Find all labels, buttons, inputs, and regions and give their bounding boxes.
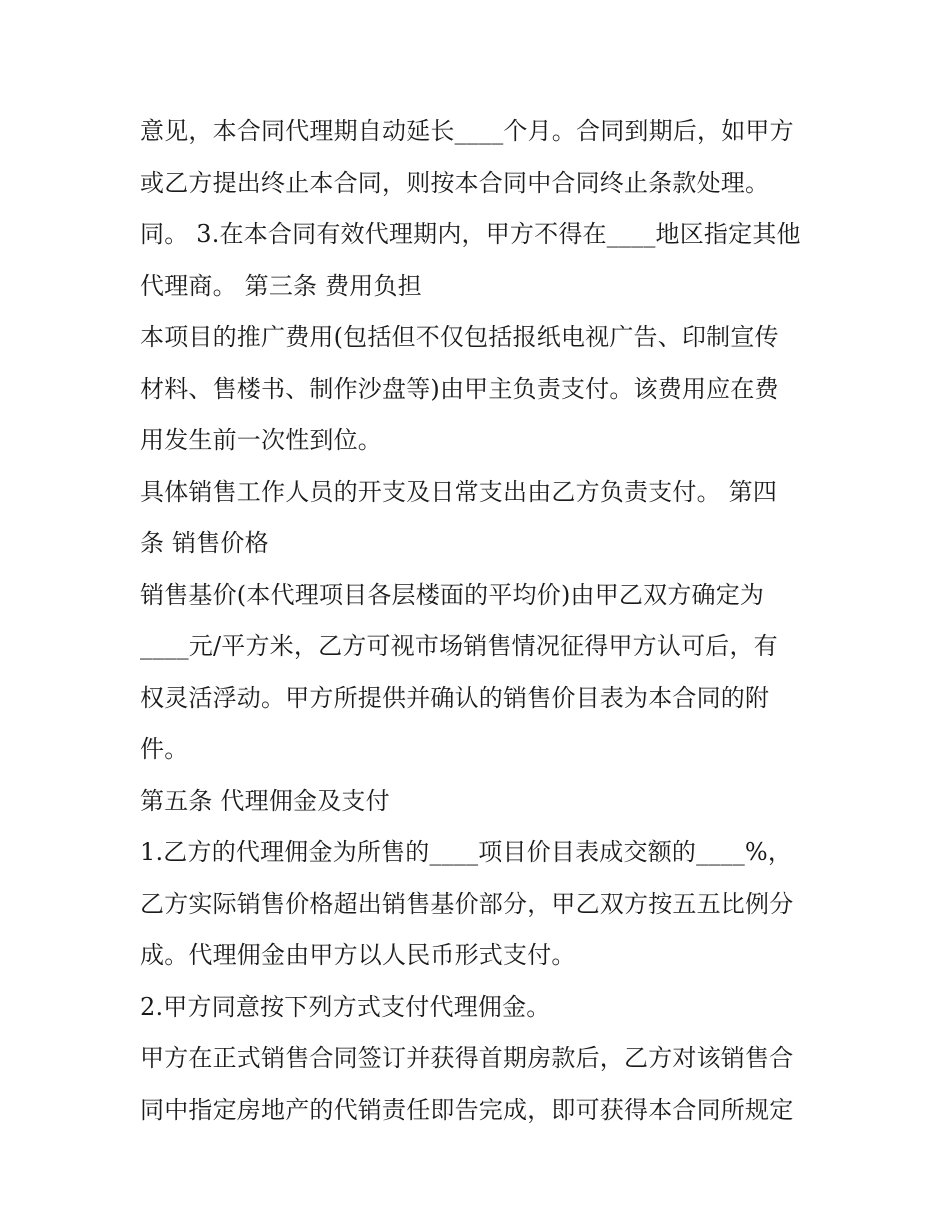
- text-line-10: 销售基价(本代理项目各层楼面的平均价)由甲乙双方确定为: [140, 580, 765, 609]
- text-line-18: 2.甲方同意按下列方式支付代理佣金。: [140, 992, 551, 1021]
- text-line-4: 代理商。 第三条 费用负担: [140, 271, 422, 300]
- text-line-1: 意见，本合同代理期自动延长____个月。合同到期后，如甲方: [140, 117, 794, 145]
- text-line-11: ____元/平方米，乙方可视市场销售情况征得甲方认可后，有: [140, 632, 778, 660]
- text-line-14: 第五条 代理佣金及支付: [140, 786, 390, 815]
- text-line-6: 材料、售楼书、制作沙盘等)由甲主负责支付。该费用应在费: [140, 374, 779, 403]
- text-line-2: 或乙方提出终止本合同，则按本合同中合同终止条款处理。: [140, 168, 770, 197]
- text-line-20: 同中指定房地产的代销责任即告完成，即可获得本合同所规定: [140, 1095, 794, 1124]
- text-line-8: 具体销售工作人员的开支及日常支出由乙方负责支付。 第四: [140, 477, 778, 506]
- text-line-3: 同。 3.在本合同有效代理期内，甲方不得在____地区指定其他: [140, 220, 801, 248]
- text-line-7: 用发生前一次性到位。: [140, 426, 382, 454]
- text-line-5: 本项目的推广费用(包括但不仅包括报纸电视广告、印制宣传: [140, 323, 779, 351]
- text-line-15: 1.乙方的代理佣金为所售的____项目价目表成交额的____%，: [140, 838, 793, 866]
- text-line-12: 权灵活浮动。甲方所提供并确认的销售价目表为本合同的附: [140, 683, 770, 712]
- text-line-19: 甲方在正式销售合同签订并获得首期房款后，乙方对该销售合: [140, 1044, 794, 1072]
- text-line-13: 件。: [140, 735, 189, 763]
- text-line-9: 条 销售价格: [140, 529, 269, 557]
- document-body: [140, 106, 820, 1136]
- text-line-17: 成。代理佣金由甲方以人民币形式支付。: [140, 941, 576, 969]
- text-line-16: 乙方实际销售价格超出销售基价部分，甲乙双方按五五比例分: [140, 889, 794, 918]
